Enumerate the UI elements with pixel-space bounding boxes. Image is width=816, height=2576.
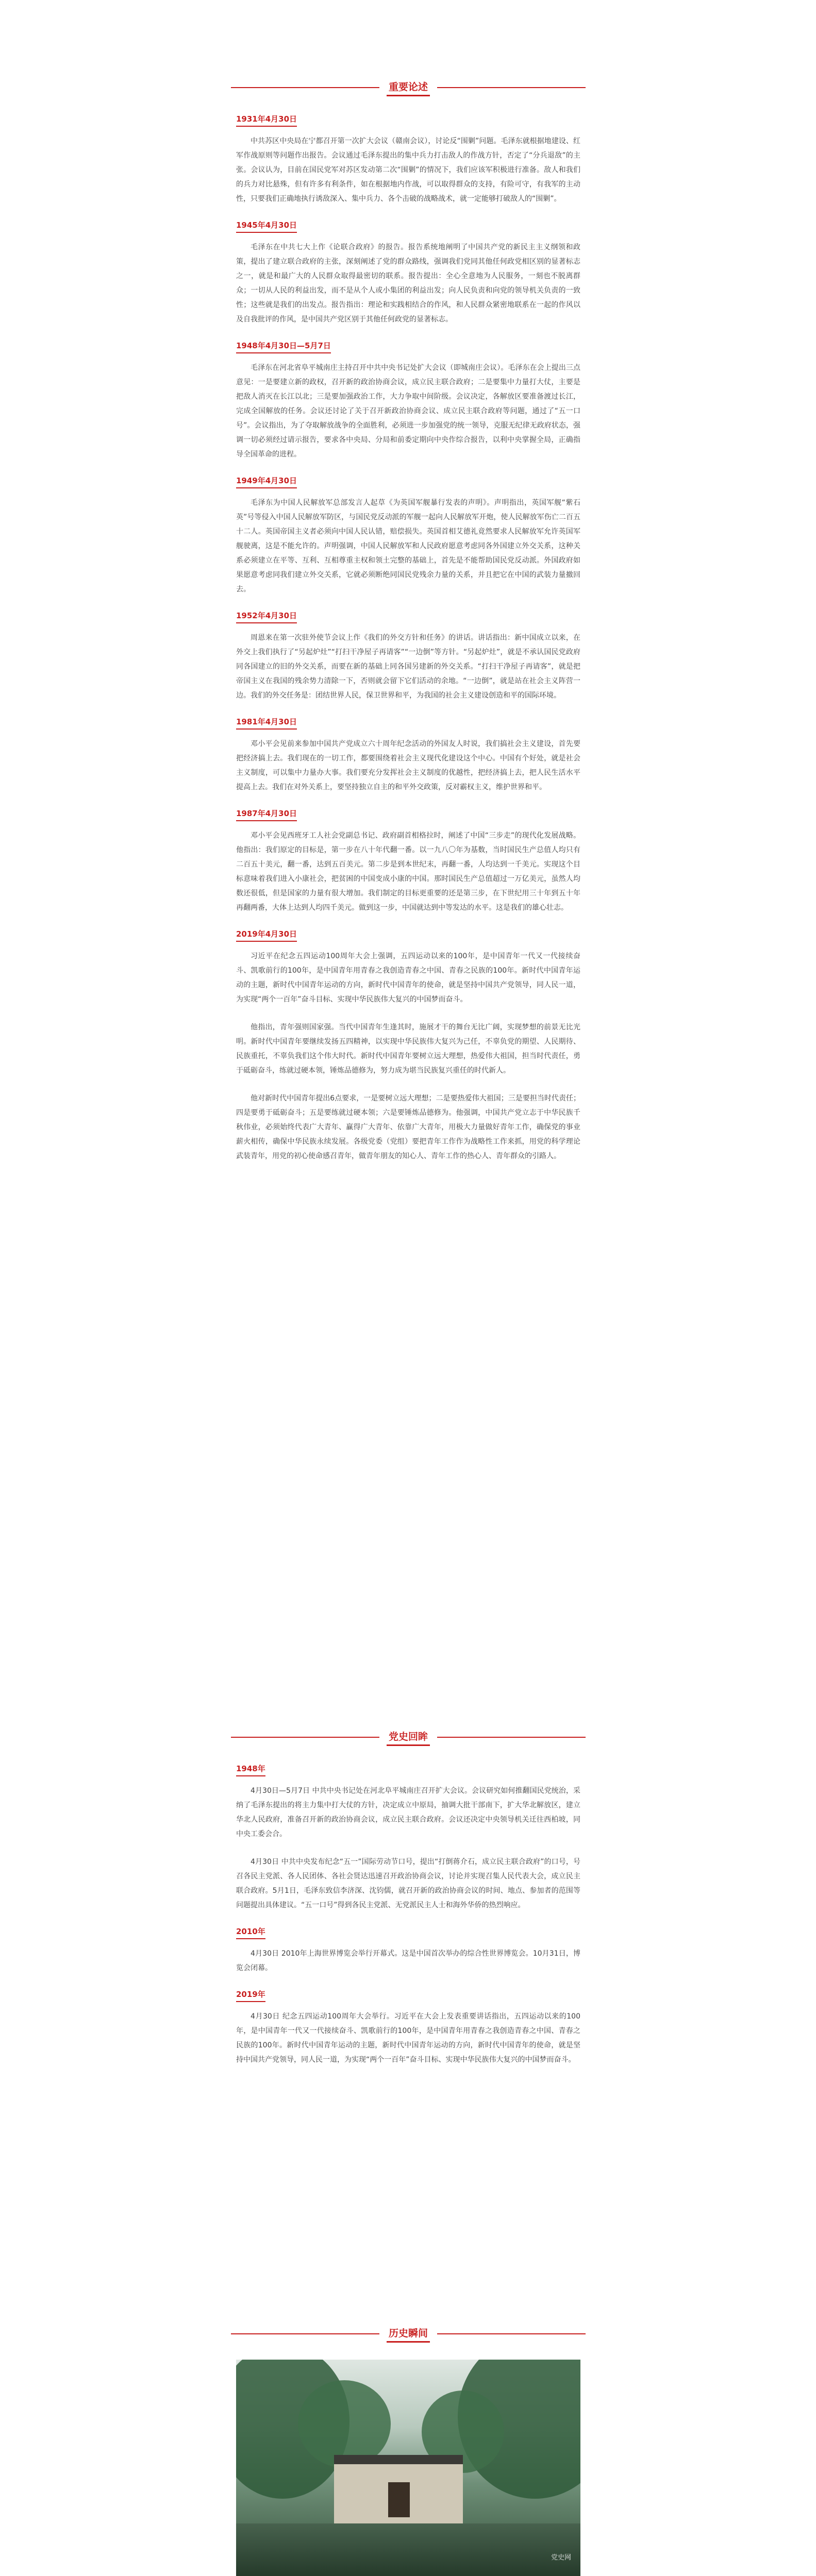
date-entry xyxy=(236,113,580,206)
entry-date: 1952年4月30日 xyxy=(236,610,297,623)
entry-paragraph: 毛泽东为中国人民解放军总部发言人起草《为英国军舰暴行发表的声明》。声明指出，英国军舰“紫石英”号等侵入中国人民解放军防区，与国民党反动派的军舰一起向人民解放军开炮，使人民解放军伤亡二百五十二人。英国帝国主义者必须向中国人民认错，赔偿损失。英国首相艾德礼竟然要求人民解放军允许英国军舰驶离，这是不能允许的。声明强调，中国人民解放军和人民政府愿意考虑同各外国建立外交关系，这种关系必须建立在平等、互利、互相尊重主权和领土完整的基础上，首先是不能帮助国民党反动派。外国政府如果愿意考虑同我们建立外交关系，它就必须断绝同国民党残余力量的关系，并且把它在中国的武装力量撤回去。 xyxy=(236,499,580,594)
entry-date: 2019年4月30日 xyxy=(236,928,297,942)
review-entries xyxy=(236,1763,580,2067)
date-entry xyxy=(236,475,580,597)
pond-shape xyxy=(236,2523,580,2576)
section-title: 历史瞬间 xyxy=(387,2326,430,2343)
entry-paragraph: 4月30日—5月7日 中共中央书记处在河北阜平城南庄召开扩大会议。会议研究如何推翻国民党统治，采纳了毛泽东提出的将主力集中打大仗的方针，决定成立中原局，抽调大批干部南下，扩大华北解放区，建立华北人民政府，准备召开新的政治协商会议，成立民主联合政府。会议还决定中央领导机关迁往西柏坡，同中央工委会合。 xyxy=(236,1787,580,1838)
section-header xyxy=(231,1727,586,1748)
entry-paragraph: 周恩来在第一次驻外使节会议上作《我们的外交方针和任务》的讲话。讲话指出：新中国成立以来，在外交上我们执行了“另起炉灶”“打扫干净屋子再请客”“一边倒”等方针。“另起炉灶”，就是不承认国民党政府同各国建立的旧的外交关系，而要在新的基础上同各国另建新的外交关系。“打扫干净屋子再请客”，就是把帝国主义在我国的残余势力清除一下，否则就会留下它们活动的余地。“一边倒”，就是站在社会主义阵营一边。我们的外交任务是：团结世界人民，保卫世界和平，为我国的社会主义建设创造和平的国际环境。 xyxy=(236,634,580,700)
section-header xyxy=(231,2324,586,2344)
entry-date: 2019年 xyxy=(236,1989,265,2002)
important-section xyxy=(236,77,580,1177)
entry-paragraph: 邓小平会见前来参加中国共产党成立六十周年纪念活动的外国友人时说，我们搞社会主义建设，首先要把经济搞上去。我们现在的一切工作，都要围绕着社会主义现代化建设这个中心。中国有个好处，就是社会主义制度，可以集中力量办大事。我们要充分发挥社会主义制度的优越性，把经济搞上去，把人民生活水平提高上去。我们在对外关系上，要坚持独立自主的和平外交政策，反对霸权主义，维护世界和平。 xyxy=(236,740,580,791)
important-entries xyxy=(236,113,580,1163)
entry-paragraph: 邓小平会见西班牙工人社会党副总书记、政府副首相格拉时，阐述了中国“三步走”的现代化发展战略。他指出：我们原定的目标是，第一步在八十年代翻一番。以一九八〇年为基数，当时国民生产总值人均只有二百五十美元，翻一番，达到五百美元。第二步是到本世纪末，再翻一番，人均达到一千美元。实现这个目标意味着我们进入小康社会，把贫困的中国变成小康的中国。那时国民生产总值超过一万亿美元，虽然人均数还很低，但是国家的力量有很大增加。我们制定的目标更重要的还是第三步，在下世纪用三十年到五十年再翻两番，大体上达到人均四千美元。做到这一步，中国就达到中等发达的水平。这是我们的雄心壮志。 xyxy=(236,832,580,912)
entry-date: 1948年4月30日—5月7日 xyxy=(236,340,331,353)
historic-site-photo xyxy=(236,2360,580,2576)
entry-date: 2010年 xyxy=(236,1926,265,1939)
entry-date: 1987年4月30日 xyxy=(236,808,297,821)
review-section xyxy=(236,1727,580,2080)
entry-paragraph: 中共苏区中央局在宁都召开第一次扩大会议（赣南会议），讨论反“围剿”问题。毛泽东就根据地建设、红军作战原则等问题作出报告。会议通过毛泽东提出的集中兵力打击敌人的作战方针，否定了“分兵退敌”的主张。会议认为，目前在国民党军对苏区发动第二次“围剿”的情况下，我们应该军积极进行准备。敌人和我们的兵力对比悬殊，但有许多有利条件，如在根据地内作战，可以取得群众的支持，有险可守，有我军的主动性，只要我们正确地执行诱敌深入、集中兵力、各个击破的战略战术，就一定能够打破敌人的“围剿”。 xyxy=(236,137,580,203)
photos-section xyxy=(236,2324,580,2576)
entry-paragraph: 习近平在纪念五四运动100周年大会上强调，五四运动以来的100年，是中国青年一代又一代接续奋斗、凯歌前行的100年，是中国青年用青春之我创造青春之中国、青春之民族的100年。新时代中国青年运动的主题，新时代中国青年运动的方向，新时代中国青年的使命，就是坚持中国共产党领导，同人民一道，为实现“两个一百年”奋斗目标、实现中华民族伟大复兴的中国梦而奋斗。 xyxy=(236,952,580,1004)
date-entry xyxy=(236,610,580,703)
date-entry xyxy=(236,928,580,1163)
date-entry xyxy=(236,1926,580,1975)
entry-paragraph: 4月30日 中共中央发布纪念“五一”国际劳动节口号，提出“打倒蒋介石，成立民主联合政府”的口号，号召各民主党派、各人民团体、各社会贤达迅速召开政治协商会议，讨论并实现召集人民代表大会，成立民主联合政府。5月1日，毛泽东致信李济深、沈钧儒，就召开新的政治协商会议的时间、地点、参加者的范围等问题提出具体建议。“五一口号”得到各民主党派、无党派民主人士和海外华侨的热烈响应。 xyxy=(236,1858,580,1909)
entry-paragraph: 毛泽东在河北省阜平城南庄主持召开中共中央书记处扩大会议（即城南庄会议）。毛泽东在会上提出三点意见：一是要建立新的政权，召开新的政治协商会议，成立民主联合政府；二是要集中力量打大仗，主要是把敌人消灭在长江以北；三是要加强政治工作，大力争取中间阶级。会议决定，各解放区要准备渡过长江，完成全国解放的任务。会议还讨论了关于召开新政治协商会议、成立民主联合政府等问题，通过了“五一口号”。会议指出，为了夺取解放战争的全面胜利，必须进一步加强党的统一领导，克服无纪律无政府状态，强调一切必须经过请示报告，要求各中央局、分局和前委定期向中央作综合报告，以利中央掌握全局，正确指导全国革命的进程。 xyxy=(236,364,580,459)
entry-paragraph: 4月30日 2010年上海世界博览会举行开幕式。这是中国首次举办的综合性世界博览会。10月31日，博览会闭幕。 xyxy=(236,1950,580,1972)
section-header xyxy=(231,77,586,98)
entry-paragraph: 他对新时代中国青年提出6点要求，一是要树立远大理想；二是要热爱伟大祖国；三是要担当时代责任；四是要勇于砥砺奋斗；五是要练就过硬本领；六是要锤炼品德修为。他强调，中国共产党立志于中华民族千秋伟业，必须始终代表广大青年、赢得广大青年、依靠广大青年，用极大力量做好青年工作，确保党的事业薪火相传，确保中华民族永续发展。各级党委（党组）要把青年工作作为战略性工作来抓，用党的科学理论武装青年，用党的初心使命感召青年，做青年朋友的知心人、青年工作的热心人、青年群众的引路人。 xyxy=(236,1094,580,1160)
door-shape xyxy=(388,2482,410,2517)
date-entry xyxy=(236,340,580,462)
date-entry xyxy=(236,1763,580,1912)
photo-watermark: 党史网 xyxy=(551,2554,571,2562)
section-title: 党史回眸 xyxy=(387,1729,430,1746)
entry-date: 1949年4月30日 xyxy=(236,475,297,488)
entry-date: 1945年4月30日 xyxy=(236,219,297,233)
entry-date: 1931年4月30日 xyxy=(236,113,297,127)
date-entry xyxy=(236,716,580,794)
date-entry xyxy=(236,1989,580,2067)
entry-paragraph: 毛泽东在中共七大上作《论联合政府》的报告。报告系统地阐明了中国共产党的新民主主义纲领和政策，提出了建立联合政府的主张，深刻阐述了党的群众路线，强调我们党同其他任何政党相区别的显著标志之一，就是和最广大的人民群众取得最密切的联系。报告提出：全心全意地为人民服务，一刻也不脱离群众；一切从人民的利益出发，而不是从个人或小集团的利益出发；向人民负责和向党的领导机关负责的一致性；这些就是我们的出发点。报告指出：理论和实践相结合的作风，和人民群众紧密地联系在一起的作风以及自我批评的作风，是中国共产党区别于其他任何政党的显著标志。 xyxy=(236,243,580,324)
entry-paragraph: 4月30日 纪念五四运动100周年大会举行。习近平在大会上发表重要讲话指出，五四运动以来的100年，是中国青年一代又一代接续奋斗、凯歌前行的100年，是中国青年用青春之我创造青春之中国、青春之民族的100年。新时代中国青年运动的主题，新时代中国青年运动的方向，新时代中国青年的使命，就是坚持中国共产党领导，同人民一道，为实现“两个一百年”奋斗目标、实现中华民族伟大复兴的中国梦而奋斗。 xyxy=(236,2012,580,2064)
entry-date: 1981年4月30日 xyxy=(236,716,297,730)
section-title: 重要论述 xyxy=(387,79,430,96)
entry-date: 1948年 xyxy=(236,1763,265,1776)
date-entry xyxy=(236,219,580,327)
entry-paragraph: 他指出，青年强则国家强。当代中国青年生逢其时，施展才干的舞台无比广阔，实现梦想的前景无比光明。新时代中国青年要继续发扬五四精神，以实现中华民族伟大复兴为己任，不辜负党的期望、人民期待、民族重托，不辜负我们这个伟大时代。新时代中国青年要树立远大理想，热爱伟大祖国，担当时代责任，勇于砥砺奋斗，练就过硬本领，锤炼品德修为，努力成为堪当民族复兴重任的时代新人。 xyxy=(236,1023,580,1075)
date-entry xyxy=(236,808,580,915)
